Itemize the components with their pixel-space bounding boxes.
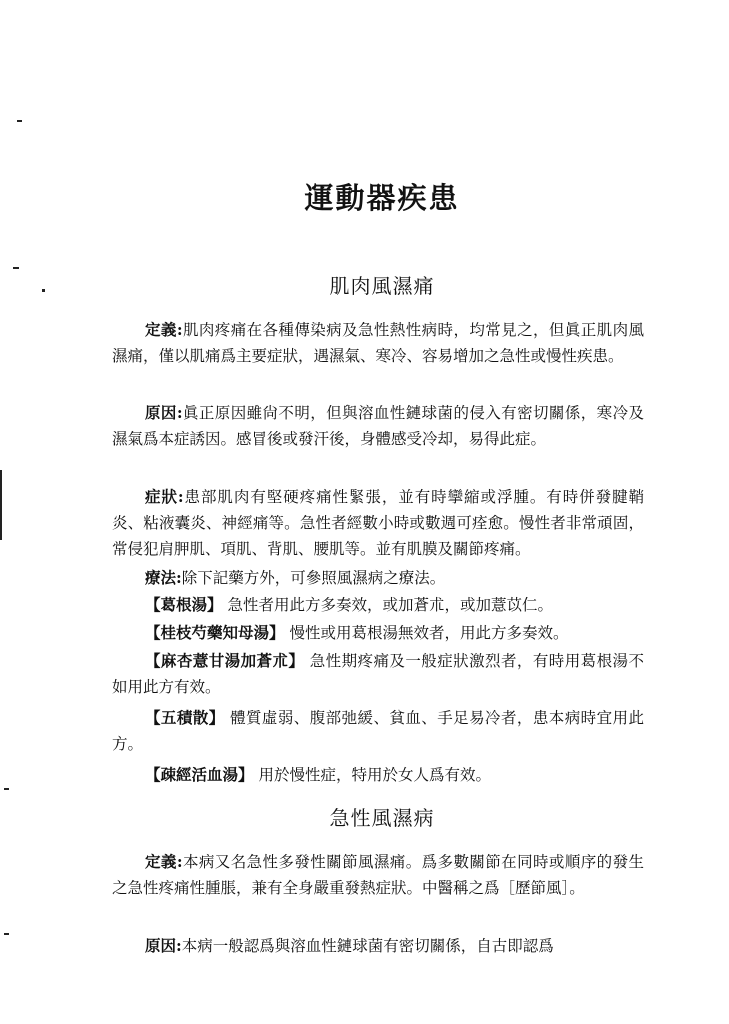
definition-text: 肌肉疼痛在各種傳染病及急性熱性病時，均常見之，但眞正肌肉風濕痛，僅以肌痛爲主要症狀，遇濕氣、寒冷、容易增加之急性或慢性疾患。 xyxy=(112,321,644,365)
prescription-text: 急性期疼痛及一般症狀激烈者，有時用葛根湯不如用此方有效。 xyxy=(112,652,644,696)
cause-label: 原因: xyxy=(145,403,183,422)
prescription-text: 急性者用此方多奏效，或加蒼朮，或加薏苡仁。 xyxy=(227,596,553,614)
page-title: 運動器疾患 xyxy=(304,181,460,215)
treatment-label: 療法: xyxy=(145,568,182,587)
treatment-text: 除下記藥方外，可參照風濕病之療法。 xyxy=(181,569,446,587)
scan-speck xyxy=(17,120,22,122)
cause-paragraph xyxy=(112,933,644,959)
scan-edge-line xyxy=(0,470,2,540)
prescription-text: 用於慢性症，特用於女人爲有效。 xyxy=(258,766,491,784)
symptoms-label: 症狀: xyxy=(145,487,184,506)
section-heading-acute-rheumatism: 急性風濕病 xyxy=(329,806,435,830)
prescription-name: 【麻杏薏甘湯加蒼朮】 xyxy=(145,651,305,670)
scan-speck xyxy=(4,788,9,790)
prescription-text: 體質虛弱、腹部弛緩、貧血、手足易冷者，患本病時宜用此方。 xyxy=(112,709,644,753)
prescription-item xyxy=(112,762,644,788)
scan-speck xyxy=(4,933,9,935)
definition-label: 定義: xyxy=(145,320,183,339)
definition-paragraph xyxy=(112,849,644,901)
definition-text: 本病又名急性多發性關節風濕痛。爲多數關節在同時或順序的發生之急性疼痛性腫脹，兼有全身嚴重發熱症狀。中醫稱之爲［歷節風］。 xyxy=(112,853,644,897)
cause-text: 本病一般認爲與溶血性鏈球菌有密切關係，自古即認爲 xyxy=(181,937,554,955)
prescription-item xyxy=(112,648,644,700)
definition-paragraph xyxy=(112,317,644,369)
treatment-paragraph xyxy=(112,565,644,591)
prescription-name: 【五積散】 xyxy=(145,708,225,727)
cause-paragraph xyxy=(112,400,644,452)
prescription-name: 【疎經活血湯】 xyxy=(145,765,254,784)
cause-text: 眞正原因雖尙不明，但與溶血性鏈球菌的侵入有密切關係，寒冷及濕氣爲本症誘因。感冒後或發汗後，身體感受冷却，易得此症。 xyxy=(112,404,644,448)
symptoms-paragraph xyxy=(112,484,644,562)
section-heading-muscle-rheumatism: 肌肉風濕痛 xyxy=(329,274,435,298)
symptoms-text: 患部肌肉有堅硬疼痛性緊張，並有時攣縮或浮腫。有時併發腱鞘炎、粘液囊炎、神經痛等。急性者經數小時或數週可痊愈。慢性者非常頑固，常侵犯肩胛肌、項肌、背肌、腰肌等。並有肌膜及關節疼痛。 xyxy=(112,488,644,558)
definition-label: 定義: xyxy=(145,852,183,871)
cause-label: 原因: xyxy=(145,936,182,955)
prescription-item xyxy=(112,705,644,757)
scan-speck xyxy=(13,267,19,269)
prescription-name: 【桂枝芍藥知母湯】 xyxy=(145,623,285,642)
prescription-item xyxy=(112,620,644,646)
prescription-item xyxy=(112,592,644,618)
prescription-name: 【葛根湯】 xyxy=(145,595,223,614)
prescription-text: 慢性或用葛根湯無效者，用此方多奏效。 xyxy=(289,624,569,642)
